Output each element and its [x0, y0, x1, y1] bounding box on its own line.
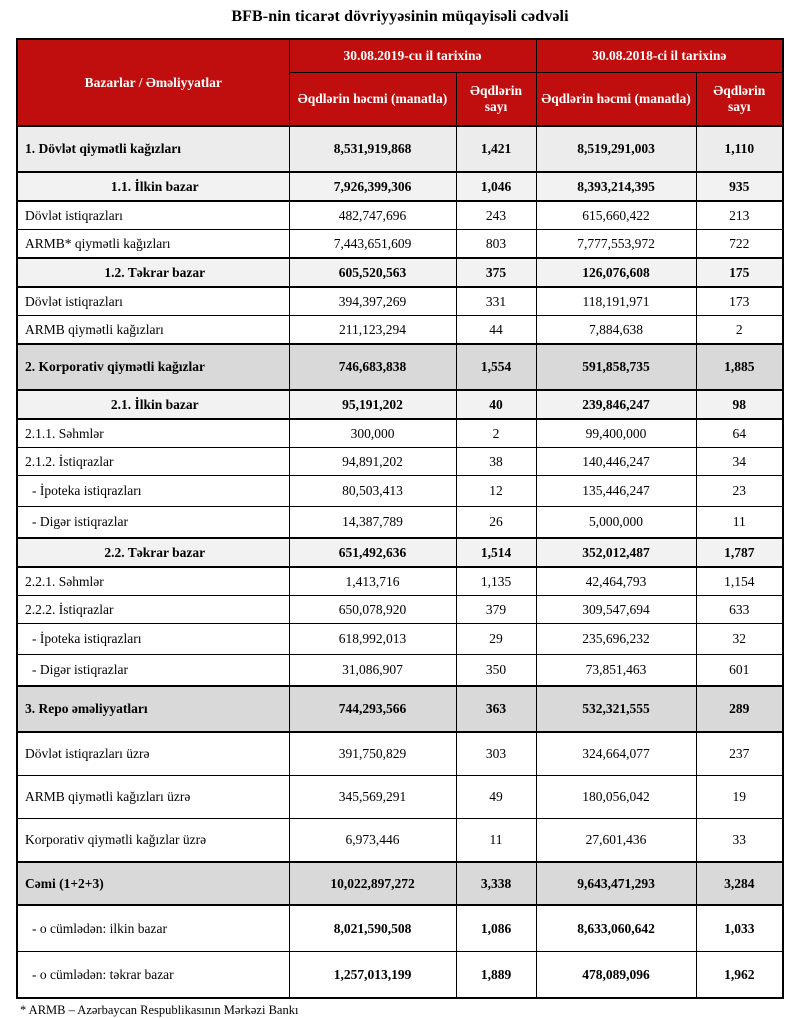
row-label: ARMB* qiymətli kağızları: [17, 230, 289, 259]
row-value-count-2019: 331: [456, 287, 536, 316]
comparison-table-wrapper: [16, 38, 784, 999]
row-value-count-2019: 303: [456, 732, 536, 776]
table-row: [17, 448, 783, 476]
table-row: [17, 538, 783, 567]
row-label: Dövlət istiqrazları: [17, 201, 289, 230]
row-label: - İpoteka istiqrazları: [17, 476, 289, 507]
row-value-count-2019: 350: [456, 655, 536, 687]
row-value-volume-2019: 8,531,919,868: [289, 126, 456, 172]
row-label: - İpoteka istiqrazları: [17, 624, 289, 655]
row-value-volume-2018: 478,089,096: [536, 952, 696, 999]
corner-header-cell: Bazarlar / Əməliyyatlar: [17, 39, 289, 126]
row-value-volume-2018: 8,393,214,395: [536, 172, 696, 201]
row-label: 1.1. İlkin bazar: [17, 172, 289, 201]
row-value-count-2019: 1,135: [456, 567, 536, 596]
row-value-volume-2018: 5,000,000: [536, 507, 696, 539]
table-row: [17, 201, 783, 230]
row-label: 2.1. İlkin bazar: [17, 390, 289, 419]
row-value-volume-2019: 7,926,399,306: [289, 172, 456, 201]
table-row: [17, 258, 783, 287]
row-value-volume-2019: 345,569,291: [289, 776, 456, 819]
row-value-count-2019: 1,421: [456, 126, 536, 172]
row-value-count-2018: 3,284: [696, 862, 783, 905]
row-label: ARMB qiymətli kağızları üzrə: [17, 776, 289, 819]
table-row: [17, 686, 783, 732]
row-value-count-2018: 32: [696, 624, 783, 655]
table-row: [17, 732, 783, 776]
table-header: [17, 39, 783, 126]
row-value-count-2018: 722: [696, 230, 783, 259]
row-label: 2.2.1. Səhmlər: [17, 567, 289, 596]
row-value-count-2018: 633: [696, 596, 783, 624]
table-row: [17, 655, 783, 687]
row-value-count-2019: 44: [456, 316, 536, 345]
row-label: 2.2. Təkrar bazar: [17, 538, 289, 567]
table-row: [17, 819, 783, 863]
row-value-volume-2019: 300,000: [289, 419, 456, 448]
row-label: Dövlət istiqrazları: [17, 287, 289, 316]
row-value-count-2019: 379: [456, 596, 536, 624]
row-value-count-2018: 98: [696, 390, 783, 419]
row-value-volume-2019: 7,443,651,609: [289, 230, 456, 259]
row-value-volume-2019: 394,397,269: [289, 287, 456, 316]
table-row: [17, 390, 783, 419]
table-row: [17, 126, 783, 172]
row-label: Korporativ qiymətli kağızlar üzrə: [17, 819, 289, 863]
subheader-volume-2019: Əqdlərin həcmi (manatla): [289, 73, 456, 127]
row-value-count-2019: 3,338: [456, 862, 536, 905]
header-group-row: [17, 39, 783, 73]
row-value-count-2019: 49: [456, 776, 536, 819]
row-value-count-2018: 19: [696, 776, 783, 819]
row-value-count-2018: 1,154: [696, 567, 783, 596]
row-value-count-2018: 1,962: [696, 952, 783, 999]
row-value-count-2019: 29: [456, 624, 536, 655]
row-value-volume-2018: 532,321,555: [536, 686, 696, 732]
row-value-count-2018: 64: [696, 419, 783, 448]
row-value-count-2018: 1,110: [696, 126, 783, 172]
row-value-volume-2019: 95,191,202: [289, 390, 456, 419]
row-value-volume-2019: 14,387,789: [289, 507, 456, 539]
row-value-volume-2018: 8,519,291,003: [536, 126, 696, 172]
row-value-volume-2018: 9,643,471,293: [536, 862, 696, 905]
group-header-2019: 30.08.2019-cu il tarixinə: [289, 39, 536, 73]
row-value-count-2018: 601: [696, 655, 783, 687]
table-body: [17, 126, 783, 998]
row-value-volume-2018: 8,633,060,642: [536, 905, 696, 952]
subheader-volume-2018: Əqdlərin həcmi (manatla): [536, 73, 696, 127]
table-row: [17, 596, 783, 624]
table-row: [17, 952, 783, 999]
row-value-volume-2018: 235,696,232: [536, 624, 696, 655]
row-value-volume-2018: 73,851,463: [536, 655, 696, 687]
row-value-count-2018: 237: [696, 732, 783, 776]
row-value-count-2019: 803: [456, 230, 536, 259]
row-label: 2.1.1. Səhmlər: [17, 419, 289, 448]
subheader-count-2018: Əqdlərin sayı: [696, 73, 783, 127]
row-value-volume-2018: 615,660,422: [536, 201, 696, 230]
table-row: [17, 230, 783, 259]
footnote: * ARMB – Azərbaycan Respublikasının Mərkəzi Bankı: [20, 1003, 299, 1017]
table-row: [17, 476, 783, 507]
group-header-2018: 30.08.2018-ci il tarixinə: [536, 39, 783, 73]
row-value-count-2019: 2: [456, 419, 536, 448]
row-value-volume-2018: 118,191,971: [536, 287, 696, 316]
row-value-volume-2019: 8,021,590,508: [289, 905, 456, 952]
row-value-volume-2019: 744,293,566: [289, 686, 456, 732]
row-value-volume-2019: 746,683,838: [289, 344, 456, 390]
row-label: - o cümlədən: təkrar bazar: [17, 952, 289, 999]
row-value-count-2018: 1,787: [696, 538, 783, 567]
row-value-volume-2018: 135,446,247: [536, 476, 696, 507]
row-label: 2.2.2. İstiqrazlar: [17, 596, 289, 624]
row-value-volume-2019: 94,891,202: [289, 448, 456, 476]
row-value-count-2019: 363: [456, 686, 536, 732]
row-label: 3. Repo əməliyyatları: [17, 686, 289, 732]
row-value-count-2018: 173: [696, 287, 783, 316]
row-value-volume-2019: 482,747,696: [289, 201, 456, 230]
row-value-volume-2018: 27,601,436: [536, 819, 696, 863]
row-label: 1. Dövlət qiymətli kağızları: [17, 126, 289, 172]
row-value-volume-2018: 309,547,694: [536, 596, 696, 624]
table-row: [17, 316, 783, 345]
row-value-count-2019: 1,514: [456, 538, 536, 567]
table-row: [17, 172, 783, 201]
row-value-count-2018: 2: [696, 316, 783, 345]
row-value-volume-2019: 391,750,829: [289, 732, 456, 776]
row-value-volume-2019: 618,992,013: [289, 624, 456, 655]
row-value-count-2019: 1,889: [456, 952, 536, 999]
row-value-volume-2019: 211,123,294: [289, 316, 456, 345]
table-row: [17, 776, 783, 819]
row-value-count-2019: 243: [456, 201, 536, 230]
row-label: 2. Korporativ qiymətli kağızlar: [17, 344, 289, 390]
row-value-volume-2018: 591,858,735: [536, 344, 696, 390]
page-title: BFB-nin ticarət dövriyyəsinin müqayisəli cədvəli: [231, 8, 569, 25]
row-value-count-2018: 11: [696, 507, 783, 539]
table-row: [17, 344, 783, 390]
row-value-volume-2019: 6,973,446: [289, 819, 456, 863]
row-value-volume-2019: 650,078,920: [289, 596, 456, 624]
table-row: [17, 862, 783, 905]
row-value-volume-2018: 7,777,553,972: [536, 230, 696, 259]
row-value-count-2018: 23: [696, 476, 783, 507]
row-value-count-2018: 935: [696, 172, 783, 201]
row-value-volume-2018: 352,012,487: [536, 538, 696, 567]
row-label: Dövlət istiqrazları üzrə: [17, 732, 289, 776]
row-value-volume-2018: 140,446,247: [536, 448, 696, 476]
row-value-volume-2019: 10,022,897,272: [289, 862, 456, 905]
table-row: [17, 507, 783, 539]
row-value-volume-2018: 99,400,000: [536, 419, 696, 448]
row-value-count-2018: 213: [696, 201, 783, 230]
row-value-volume-2019: 1,257,013,199: [289, 952, 456, 999]
row-value-count-2018: 1,885: [696, 344, 783, 390]
table-row: [17, 567, 783, 596]
row-value-count-2019: 12: [456, 476, 536, 507]
subheader-count-2019: Əqdlərin sayı: [456, 73, 536, 127]
row-value-volume-2018: 7,884,638: [536, 316, 696, 345]
row-label: - Digər istiqrazlar: [17, 655, 289, 687]
row-value-volume-2019: 31,086,907: [289, 655, 456, 687]
table-row: [17, 287, 783, 316]
row-value-count-2019: 26: [456, 507, 536, 539]
row-value-volume-2019: 1,413,716: [289, 567, 456, 596]
row-label: 2.1.2. İstiqrazlar: [17, 448, 289, 476]
comparison-table: [16, 38, 784, 999]
row-value-volume-2019: 80,503,413: [289, 476, 456, 507]
row-label: - Digər istiqrazlar: [17, 507, 289, 539]
row-value-count-2018: 175: [696, 258, 783, 287]
row-value-volume-2019: 651,492,636: [289, 538, 456, 567]
row-value-volume-2019: 605,520,563: [289, 258, 456, 287]
row-label: ARMB qiymətli kağızları: [17, 316, 289, 345]
row-value-volume-2018: 42,464,793: [536, 567, 696, 596]
row-value-count-2019: 1,554: [456, 344, 536, 390]
row-value-volume-2018: 239,846,247: [536, 390, 696, 419]
table-row: [17, 624, 783, 655]
row-value-volume-2018: 324,664,077: [536, 732, 696, 776]
row-value-volume-2018: 126,076,608: [536, 258, 696, 287]
table-row: [17, 419, 783, 448]
row-value-count-2019: 11: [456, 819, 536, 863]
row-value-count-2019: 375: [456, 258, 536, 287]
row-label: Cəmi (1+2+3): [17, 862, 289, 905]
table-row: [17, 905, 783, 952]
row-value-count-2018: 33: [696, 819, 783, 863]
row-value-volume-2018: 180,056,042: [536, 776, 696, 819]
row-value-count-2019: 1,086: [456, 905, 536, 952]
row-value-count-2019: 1,046: [456, 172, 536, 201]
row-label: 1.2. Təkrar bazar: [17, 258, 289, 287]
row-value-count-2018: 34: [696, 448, 783, 476]
row-value-count-2019: 38: [456, 448, 536, 476]
row-label: - o cümlədən: ilkin bazar: [17, 905, 289, 952]
row-value-count-2018: 289: [696, 686, 783, 732]
row-value-count-2019: 40: [456, 390, 536, 419]
row-value-count-2018: 1,033: [696, 905, 783, 952]
